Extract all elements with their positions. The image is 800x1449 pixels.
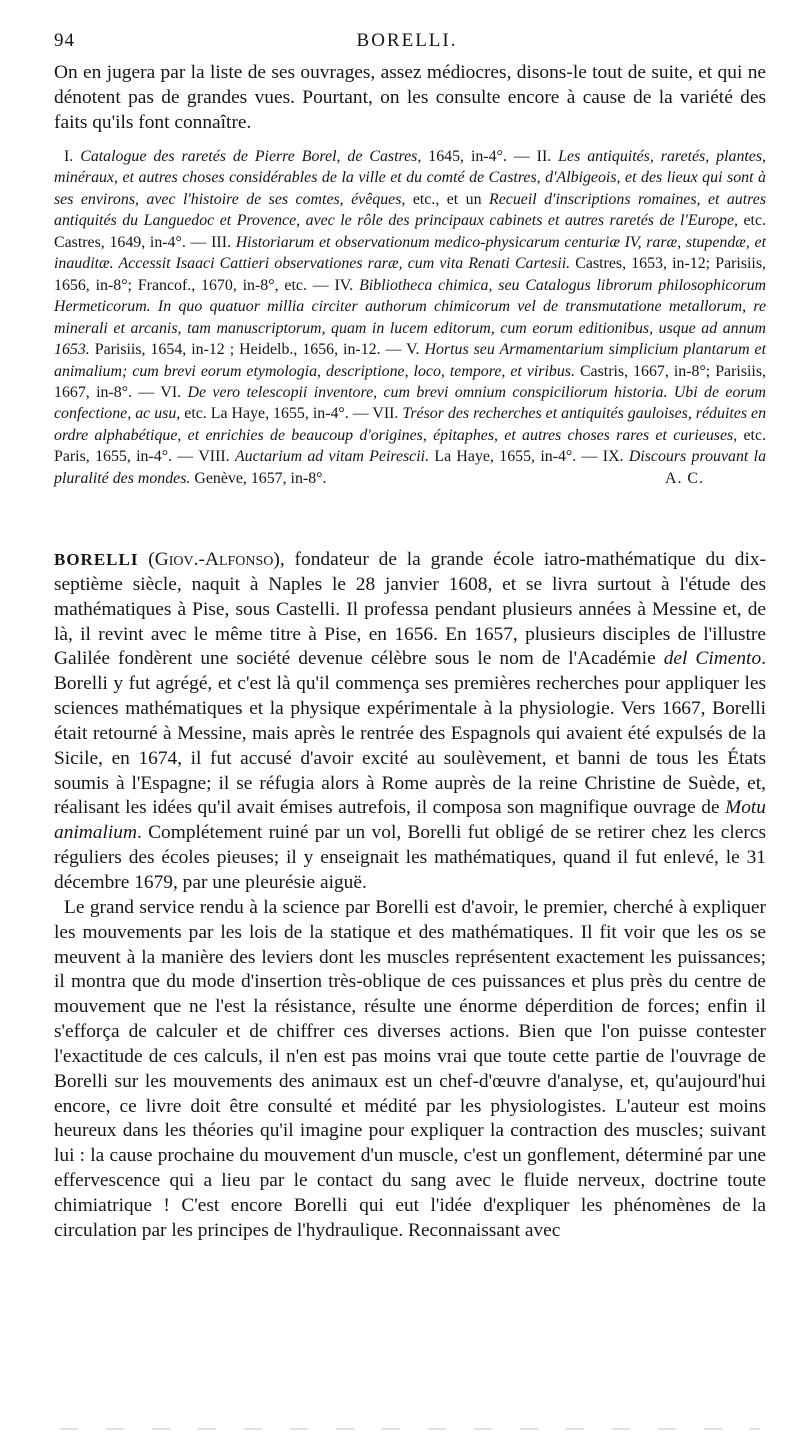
entry-6-title: De vero telescopii inventore, cum brevi omnium conspiciliorum historia. Ubi de eorum confectione, ac usu, (54, 383, 767, 423)
running-title: BORELLI. (356, 30, 458, 51)
paragraph-1-part-c: . Complétement ruiné par un vol, Borelli fut obligé de se retirer chez les clercs réguliers des écoles pieuses; il y enseignait les mathématiques, quand il fut enlevé, le 31 décembre 1679, par une pleurésie aiguë. (54, 822, 766, 893)
author-signature: A. C. (665, 469, 704, 487)
article-forename: (Giov.-Alfonso) (138, 549, 280, 570)
entry-8-title: Auctarium ad vitam Peirescii. (234, 448, 430, 466)
entry-9-title: Discours prouvant la pluralité des mondes. (54, 448, 767, 487)
entry-7-publication: etc. Paris, 1655, in-4°. — (54, 426, 767, 466)
entry-1-publication: 1645, in-4°. — (421, 148, 537, 165)
entry-4-number: IV. (334, 276, 360, 294)
entry-4-title: Bibliotheca chimica, seu Catalogus librorum philosophicorum Hermeticorum. In quo quatuor millia circiter authorum chimicorum vel de transmutatione metallorum, re minerali et arcanis, tam manuscriptorum, quam in lucem editorum, cum eorum editionibus, usque ad annum 1653. (54, 276, 766, 359)
intro-paragraph: On en jugera par la liste de ses ouvrages, assez médiocres, disons-le tout de suite, et qui ne dénotent pas de grandes vues. Pourtant, on les consulte encore à cause de la variété des faits qu'ils font connaître. (54, 62, 766, 133)
work-title: Motu animalium (54, 797, 766, 844)
entry-9-publication: Genève, 1657, in-8°. (190, 469, 327, 487)
entry-2-title-continued: Recueil d'inscriptions romaines, et autres antiquités du Languedoc et Provence, avec le rôle des principaux cabinets et autres raretés de l'Europe, (54, 190, 766, 230)
paragraph-1-part-a: , fondateur de la grande école iatro-mathématique du dix-septième siècle, naquit à Naples le 28 janvier 1608, et se livra surtout à l'étude des mathématiques à Pise, sous Castelli. Il professa pendant plusieurs années à Messine et, de là, il revint avec le même titre à Pise, en 1656. En 1657, plusieurs disciples de l'illustre Galilée fondèrent une société devenue célèbre sous le nom de l'Académie (54, 549, 766, 670)
article-borelli (54, 548, 766, 1244)
entry-2-connector: etc., et un (405, 190, 490, 208)
article-paragraph-2: Le grand service rendu à la science par Borelli est d'avoir, le premier, cherché à expliquer les mouvements par les lois de la statique et des mathématiques. Il fit voir que les os se meuvent à la manière des leviers dont les muscles représentent exactement les puissances; il montra que du mode d'insertion très-oblique de ces puissances et plus près du centre de mouvement que ne l'est la résistance, résulte une énorme déperdition de forces; enfin il s'efforça de calculer et de chiffrer ces diverses actions. Bien que l'on puisse contester l'exactitude de ces calculs, il n'en est pas moins vrai que toute cette partie de l'ouvrage de Borelli sur les mouvements des animaux est un chef-d'œuvre d'analyse, et, qu'aujourd'hui encore, ce livre doit être consulté et médité par les physiologistes. L'auteur est moins heureux dans les théories qu'il imagine pour expliquer la contraction des muscles; suivant lui : la cause prochaine du mouvement d'un muscle, c'est un gonflement, déterminé par une effervescence qui a lieu par le contact du sang avec le fluide nerveux, doctrine toute chimiatrique ! C'est encore Borelli qui eut l'idée d'expliquer les phénomènes de la circulation par les principes de l'hydraulique. Reconnaissant avec (54, 896, 766, 1241)
paragraph-1-part-b: . Borelli y fut agrégé, et c'est là qu'il commença ses premières recherches pour appliquer les sciences mathématiques et la physique expérimentale à la physiologie. Vers 1667, Borelli était retourné à Messine, mais après le rentrée des Espagnols qui avaient été expulsés de la Sicile, en 1674, il fut accusé d'avoir excité au soulèvement, et banni de tous les États soumis à l'Espagne; il se réfugia alors à Rome auprès de la reine Christine de Suède, et, réalisant les idées qu'il avait émises autrefois, il composa son magnifique ouvrage de (54, 648, 767, 819)
entry-3-number: III. (211, 233, 236, 251)
entry-2-publication: etc. Castres, 1649, in-4°. — (54, 212, 766, 251)
academy-name: del Cimento (663, 648, 762, 670)
entry-5-number: V. (406, 341, 425, 359)
article-paragraph-1 (54, 548, 766, 896)
entry-1-number: I. (64, 148, 81, 165)
entry-3-publication: Castres, 1653, in-12; Parisiis, 1656, in-8°; Francof., 1670, in-8°, etc. — (54, 255, 766, 294)
entry-5-title: Hortus seu Armamentarium simplicium plantarum et animalium; cum brevi eorum etymologia, descriptione, loco, tempore, et viribus. (54, 341, 766, 380)
bibliography (54, 146, 766, 489)
running-head (54, 30, 760, 56)
bleed-through-marks (60, 1428, 760, 1430)
entry-3-title: Historiarum et observationum medico-physicarum centuriæ IV, raræ, stupendæ, et inauditæ. Accessit Isaaci Cattieri observationes raræ, cum vita Renati Cartesii. (54, 233, 767, 273)
entry-7-title: Trésor des recherches et antiquités gauloises, réduites en ordre alphabétique, et enrichies de beaucoup d'origines, épitaphes, et autres choses rares et curieuses, (54, 405, 767, 444)
entry-2-title: Les antiquités, raretés, plantes, minéraux, et autres choses considérables de la ville et du comté de Castres, d'Albigeois, et des lieux qui sont à ses environs, avec l'histoire de ses comtes, évêques, (54, 148, 767, 208)
entry-6-publication: etc. La Haye, 1655, in-4°. — (180, 405, 373, 423)
entry-8-number: VIII. (198, 448, 235, 466)
article-headword: BORELLI (54, 550, 139, 569)
entry-7-number: VII. (372, 405, 403, 423)
page-number: 94 (54, 30, 75, 51)
entry-5-publication: Castris, 1667, in-8°; Parisiis, 1667, in-8°. — (54, 362, 766, 401)
entry-1-title: Catalogue des raretés de Pierre Borel, de Castres, (80, 148, 422, 165)
entry-9-number: IX. (602, 448, 629, 466)
entry-2-number: II. (536, 148, 559, 165)
entry-4-publication: Parisiis, 1654, in-12 ; Heidelb., 1656, in-12. — (89, 341, 407, 359)
entry-6-number: VI. (160, 383, 188, 401)
entry-8-publication: La Haye, 1655, in-4°. — (429, 448, 603, 466)
